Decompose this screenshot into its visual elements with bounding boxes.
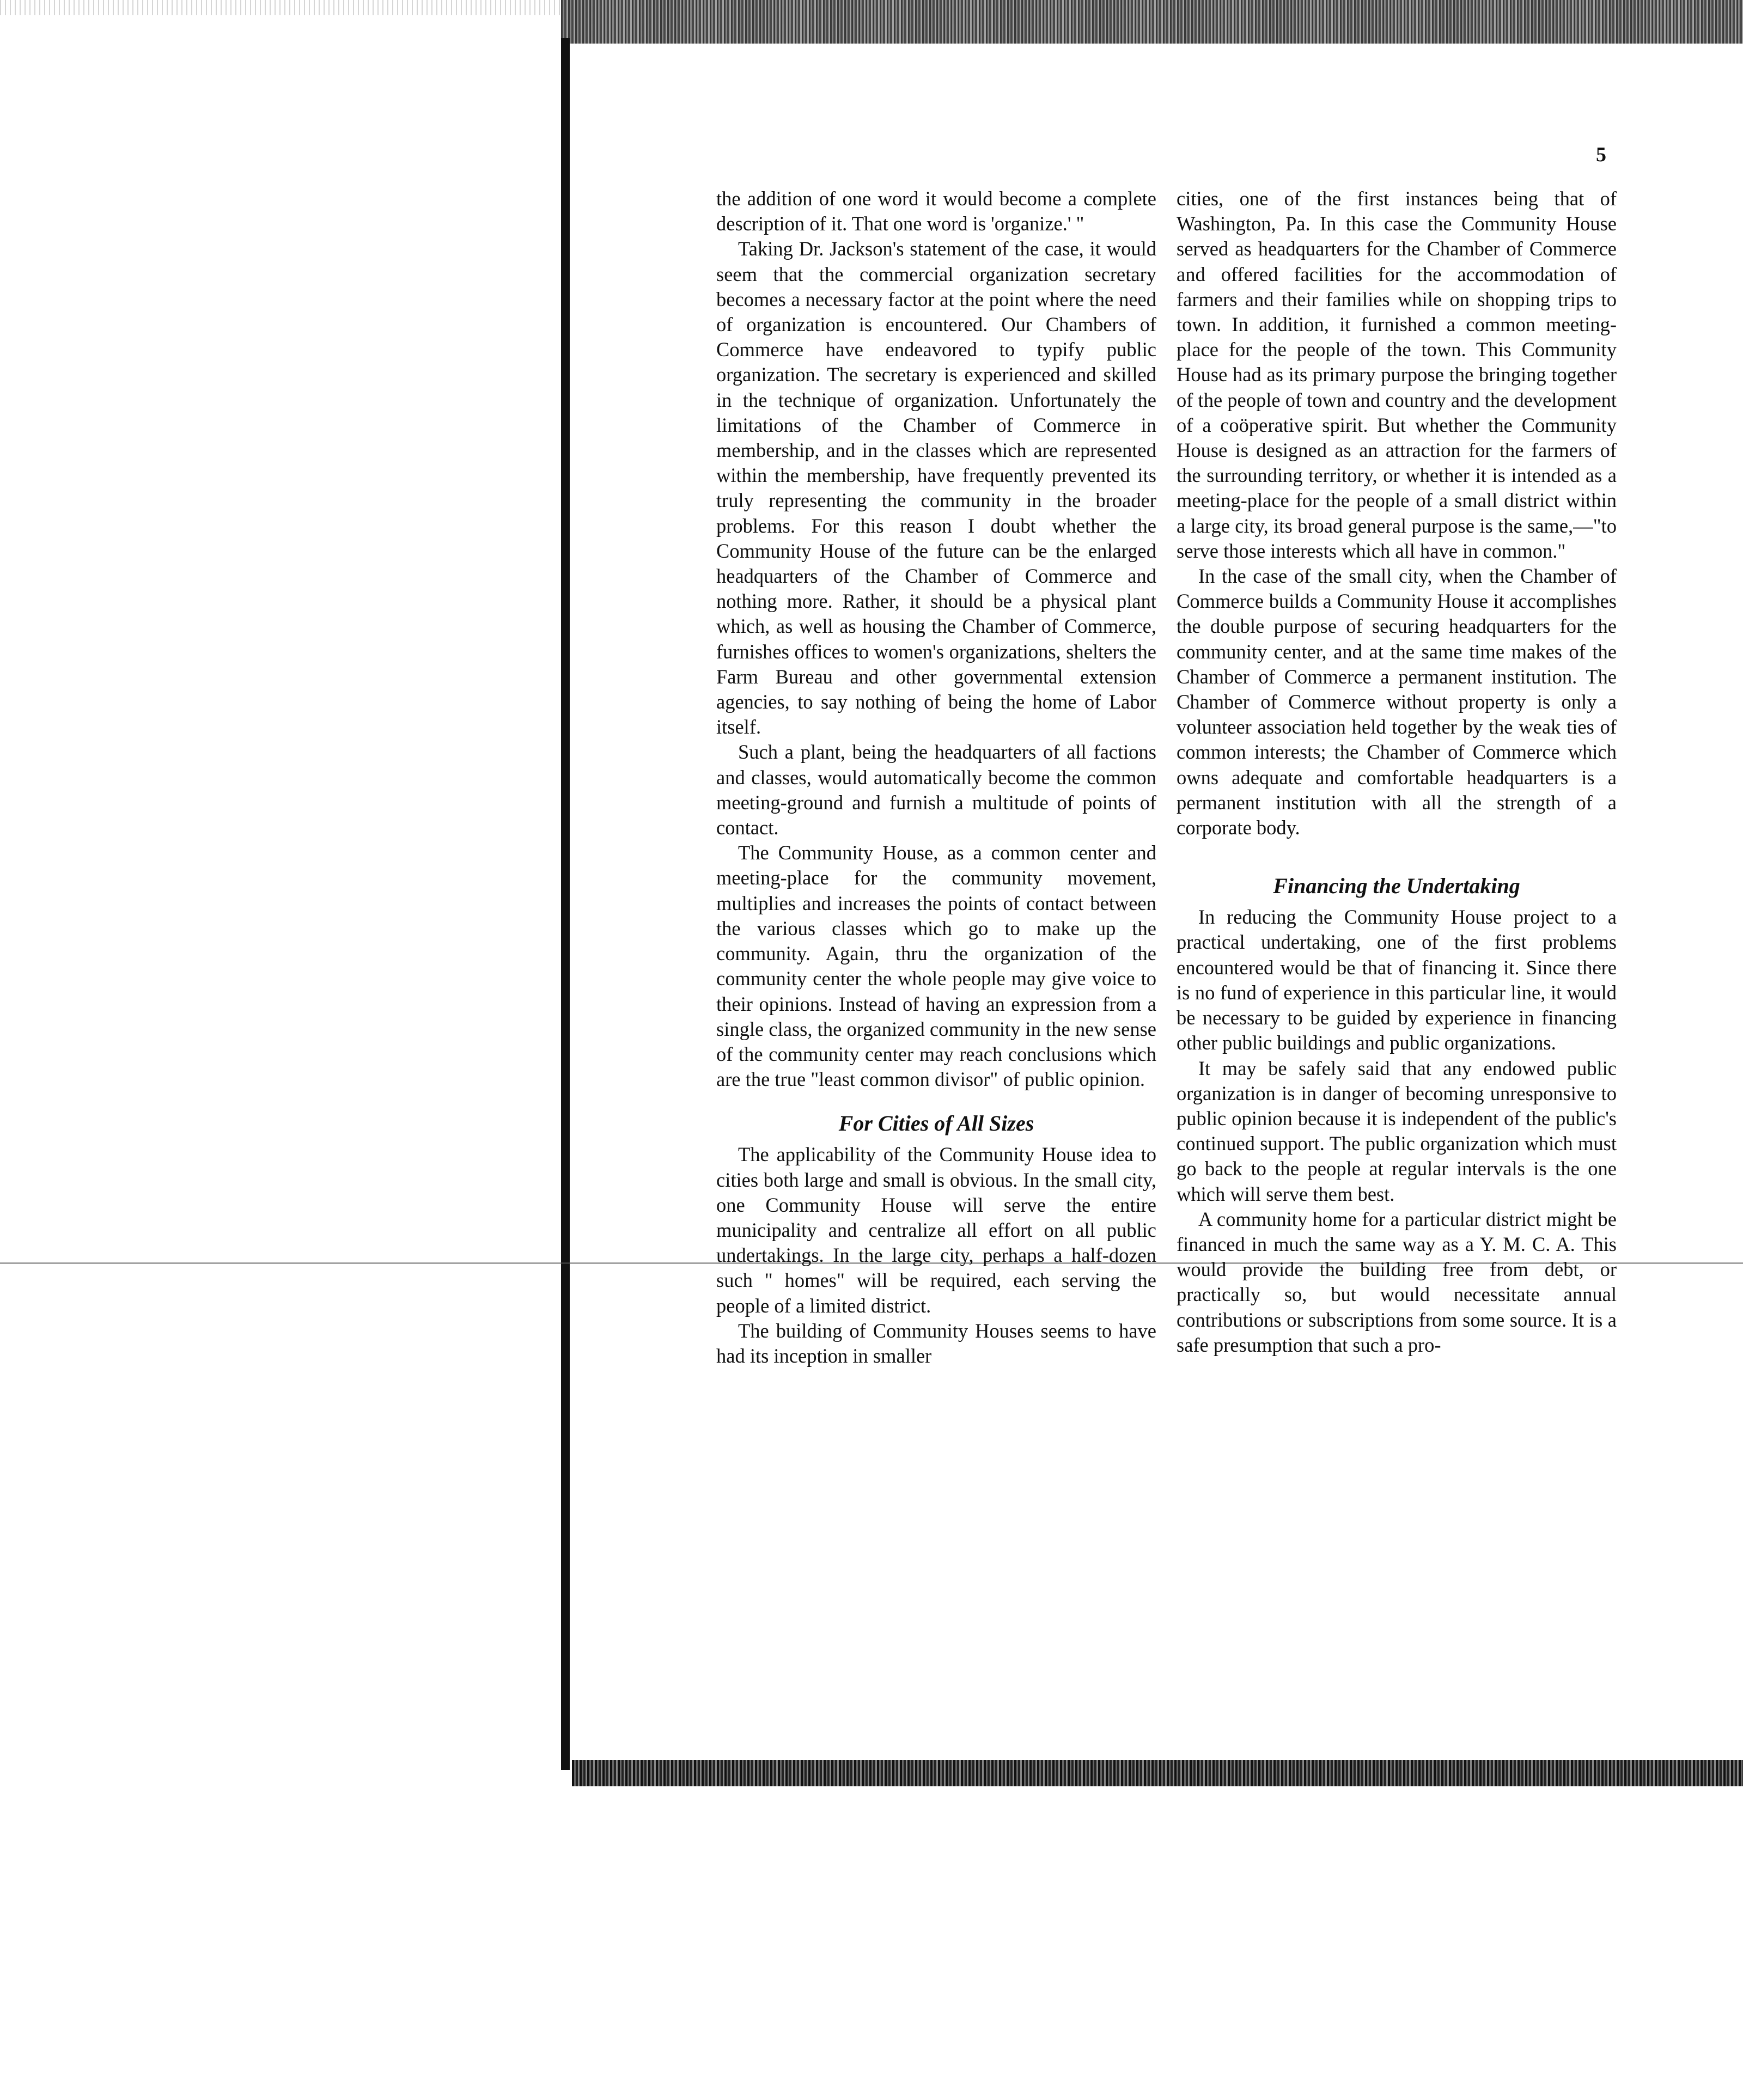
section-heading-cities: For Cities of All Sizes (838, 1111, 1034, 1136)
right-paragraph-4: A community home for a particular district might be financed in much the same way as a Y. M. C. A. This would provide the building free from debt, or practically so, but would necessitate annual contributions or subscriptions from some source. It is a safe presumption that such a pro- (1177, 1207, 1617, 1356)
right-paragraph-2: In reducing the Community House project to a practical undertaking, one of the first problems encountered would be that of financing it. Since there is no fund of experience in this particular line, it would be necessary to be guided by experience in financing other public buildings and public organizations. (1177, 906, 1617, 1054)
right-column (1177, 186, 1617, 1358)
left-paragraph-2: Such a plant, being the headquarters of all factions and classes, would automatically become the common meeting-ground and furnish a multitude of points of contact. (716, 741, 1156, 839)
scan-edge-top-left (0, 0, 561, 15)
section-heading-financing: Financing the Undertaking (1273, 874, 1520, 899)
left-column (716, 186, 1156, 1369)
left-paragraph-5: The building of Community Houses seems to have had its inception in smaller (716, 1319, 1156, 1367)
left-paragraph-1: Taking Dr. Jackson's statement of the case, it would seem that the commercial organization secretary becomes a necessary factor at the point where the need of organization is encountered. Our Chambers of Commerce have endeavored to typify public organization. The secretary is experienced and skilled in the technique of organization. Unfortunately the limitations of the Chamber of Commerce in membership, and in the classes which are represented within the membership, have frequently prevented its truly representing the community in the broader problems. For this reason I doubt whether the Community House of the future can be the enlarged headquarters of the Chamber of Commerce and nothing more. Rather, it should be a physical plant which, as well as housing the Chamber of Commerce, furnishes offices to women's organizations, shelters the Farm Bureau and other governmental extension agencies, to say nothing of being the home of Labor itself. (716, 237, 1156, 738)
page-left-edge (561, 38, 570, 1770)
scan-edge-top (561, 0, 1743, 44)
right-paragraph-3: It may be safely said that any endowed public organization is in danger of becoming unresponsive to public opinion because it is independent of the public's continued support. The public organization which must go back to the people at regular intervals is the one which will serve them best. (1177, 1057, 1617, 1205)
scan-edge-bottom (572, 1760, 1743, 1786)
left-opening-paragraph: the addition of one word it would become a complete description of it. That one word is 'organize.' " (716, 187, 1156, 235)
right-opening-paragraph: cities, one of the first instances being that of Washington, Pa. In this case the Community House served as headquarters for the Chamber of Commerce and offered facilities for the accommodation of farmers and their families while on shopping trips to town. In addition, it furnished a common meeting-place for the people of the town. This Community House had as its primary purpose the bringing together of the people of town and country and the development of a coöperative spirit. But whether the Community House is designed as an attraction for the farmers of the surrounding territory, or whether it is intended as a meeting-place for the people of a small district within a large city, its broad general purpose is the same,—"to serve those interests which all have in common." (1177, 187, 1617, 562)
left-paragraph-3: The Community House, as a common center and meeting-place for the community movement, multiplies and increases the points of contact between the various classes which go to make up the community. Again, thru the organization of the community center the whole people may give voice to their opinions. Instead of having an expression from a single class, the organized community in the new sense of the community center may reach conclusions which are the true "least common divisor" of public opinion. (716, 841, 1156, 1091)
page-number: 5 (1596, 143, 1606, 166)
left-paragraph-4: The applicability of the Community House idea to cities both large and small is obvious. In the small city, one Community House will serve the entire municipality and centralize all effort on all public undertakings. In the large city, perhaps a half-dozen such " homes" will be required, each serving the people of a limited district. (716, 1143, 1156, 1317)
right-paragraph-1: In the case of the small city, when the Chamber of Commerce builds a Community House it accomplishes the double purpose of securing headquarters for the community center, and at the same time makes of the Chamber of Commerce a permanent institution. The Chamber of Commerce without property is only a volunteer association held together by the weak ties of common interests; the Chamber of Commerce which owns adequate and comfortable headquarters is a permanent institution with all the strength of a corporate body. (1177, 565, 1617, 839)
